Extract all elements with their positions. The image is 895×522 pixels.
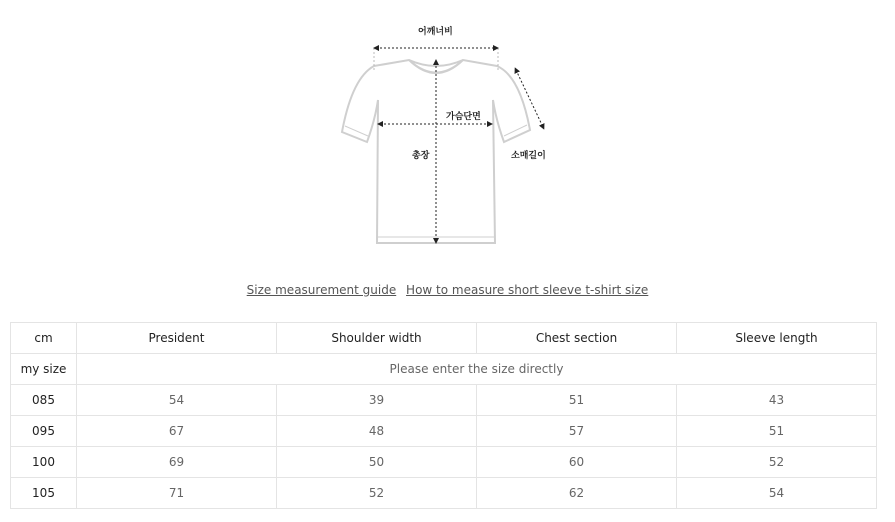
- shoulder-width-label: 어깨너비: [418, 27, 453, 37]
- total-length-label: 총장: [412, 151, 430, 161]
- size-table: [10, 322, 877, 509]
- value-cell: 48: [277, 416, 477, 447]
- table-row: [11, 447, 877, 478]
- my-size-row: [11, 354, 877, 385]
- table-row: [11, 478, 877, 509]
- value-cell: 50: [277, 447, 477, 478]
- column-header-president: President: [77, 323, 277, 354]
- size-cell: 095: [11, 416, 77, 447]
- column-header-cm: cm: [11, 323, 77, 354]
- value-cell: 57: [477, 416, 677, 447]
- value-cell: 71: [77, 478, 277, 509]
- size-cell: 085: [11, 385, 77, 416]
- size-guide-link[interactable]: Size measurement guide: [246, 283, 397, 297]
- size-cell: 105: [11, 478, 77, 509]
- how-to-measure-link[interactable]: How to measure short sleeve t-shirt size: [406, 283, 649, 297]
- value-cell: 69: [77, 447, 277, 478]
- table-header-row: [11, 323, 877, 354]
- chest-section-label: 가슴단면: [446, 112, 481, 122]
- table-row: [11, 416, 877, 447]
- column-header-sleeve: Sleeve length: [677, 323, 877, 354]
- my-size-label: my size: [11, 354, 77, 385]
- value-cell: 60: [477, 447, 677, 478]
- value-cell: 43: [677, 385, 877, 416]
- column-header-chest: Chest section: [477, 323, 677, 354]
- value-cell: 54: [77, 385, 277, 416]
- value-cell: 51: [477, 385, 677, 416]
- value-cell: 62: [477, 478, 677, 509]
- value-cell: 54: [677, 478, 877, 509]
- sleeve-length-label: 소매길이: [511, 151, 546, 161]
- size-cell: 100: [11, 447, 77, 478]
- table-row: [11, 385, 877, 416]
- my-size-input-prompt[interactable]: Please enter the size directly: [77, 354, 877, 385]
- column-header-shoulder: Shoulder width: [277, 323, 477, 354]
- measurement-links: [0, 283, 895, 297]
- value-cell: 52: [677, 447, 877, 478]
- value-cell: 67: [77, 416, 277, 447]
- value-cell: 52: [277, 478, 477, 509]
- value-cell: 51: [677, 416, 877, 447]
- value-cell: 39: [277, 385, 477, 416]
